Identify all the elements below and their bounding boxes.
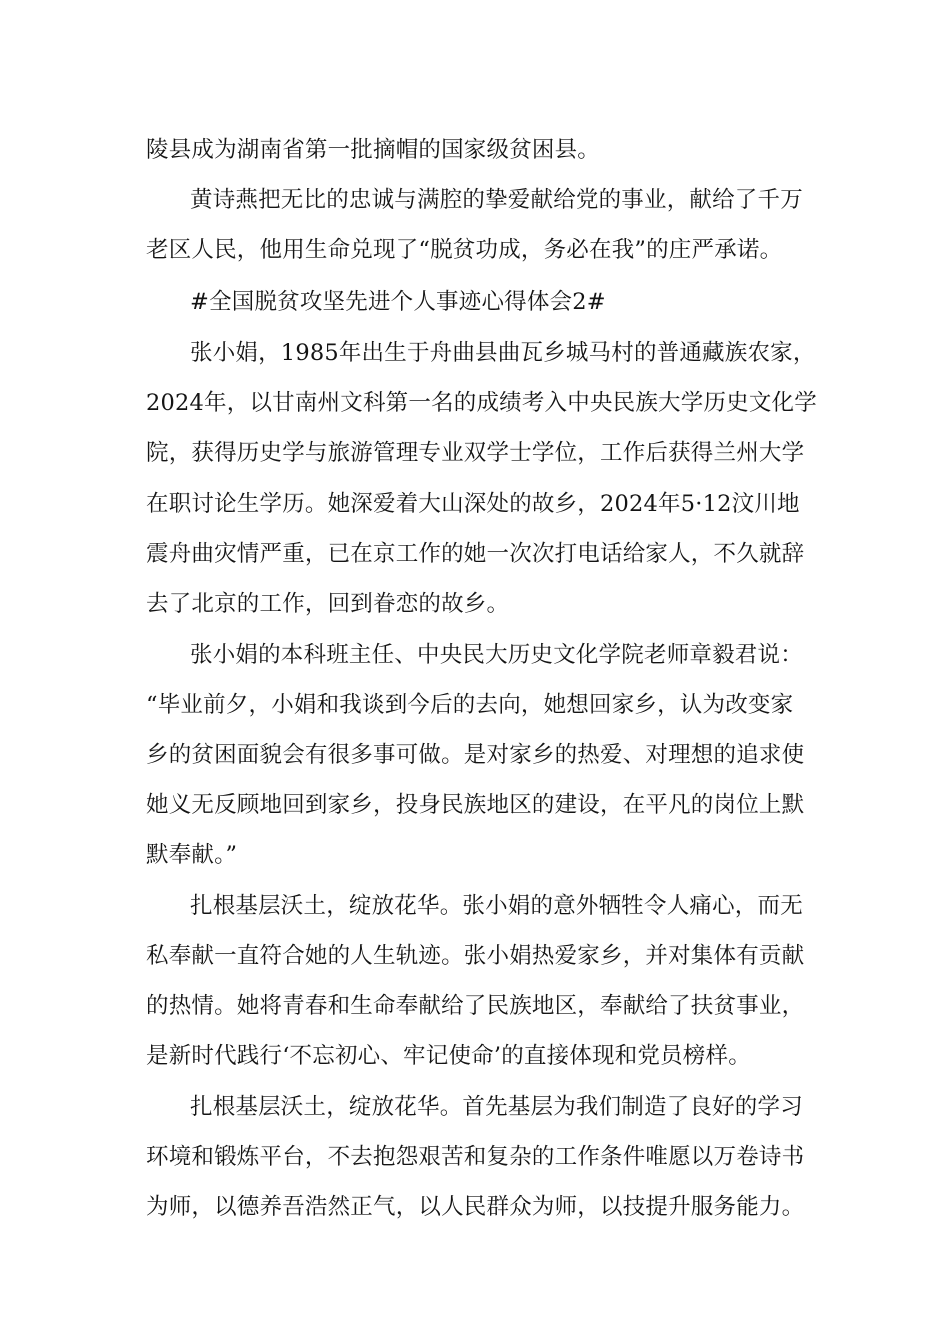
text-line: 在职讨论生学历。她深爱着大山深处的故乡，2024年5·12汶川地: [146, 491, 800, 517]
paragraph-first-line: 张小娟的本科班主任、中央民大历史文化学院老师章毅君说：: [190, 642, 803, 668]
text-line: 是新时代践行‘不忘初心、牢记使命’的直接体现和党员榜样。: [146, 1043, 751, 1069]
text-line: 私奉献一直符合她的人生轨迹。张小娟热爱家乡，并对集体有贡献: [146, 943, 805, 969]
text-line: 的热情。她将青春和生命奉献给了民族地区，奉献给了扶贫事业，: [146, 993, 805, 1019]
text-line: 陵县成为湖南省第一批摘帽的国家级贫困县。: [146, 137, 601, 163]
paragraph-first-line: 黄诗燕把无比的忠诚与满腔的挚爱献给党的事业，献给了千万: [190, 187, 803, 213]
paragraph-first-line: 扎根基层沃土，绽放花华。张小娟的意外牺牲令人痛心，而无: [190, 893, 803, 919]
text-line: 去了北京的工作，回到眷恋的故乡。: [146, 591, 510, 617]
paragraph-first-line: 扎根基层沃土，绽放花华。首先基层为我们制造了良好的学习: [190, 1094, 803, 1120]
text-line: 默奉献。”: [146, 842, 238, 868]
text-line: 震舟曲灾情严重，已在京工作的她一次次打电话给家人，不久就辞: [146, 541, 805, 567]
text-line: “毕业前夕，小娟和我谈到今后的去向，她想回家乡，认为改变家: [146, 692, 794, 718]
text-line: 2024年，以甘南州文科第一名的成绩考入中央民族大学历史文化学: [146, 390, 817, 416]
paragraph-first-line: 张小娟，1985年出生于舟曲县曲瓦乡城马村的普通藏族农家，: [190, 340, 816, 366]
section-heading: #全国脱贫攻坚先进个人事迹心得体会2#: [190, 289, 606, 315]
text-line: 环境和锻炼平台，不去抱怨艰苦和复杂的工作条件唯愿以万卷诗书: [146, 1144, 805, 1170]
text-line: 她义无反顾地回到家乡，投身民族地区的建设，在平凡的岗位上默: [146, 792, 805, 818]
text-line: 院，获得历史学与旅游管理专业双学士学位，工作后获得兰州大学: [146, 440, 805, 466]
text-line: 为师，以德养吾浩然正气，以人民群众为师，以技提升服务能力。: [146, 1194, 805, 1220]
text-line: 乡的贫困面貌会有很多事可做。是对家乡的热爱、对理想的追求使: [146, 742, 805, 768]
text-line: 老区人民，他用生命兑现了“脱贫功成，务必在我”的庄严承诺。: [146, 237, 783, 263]
